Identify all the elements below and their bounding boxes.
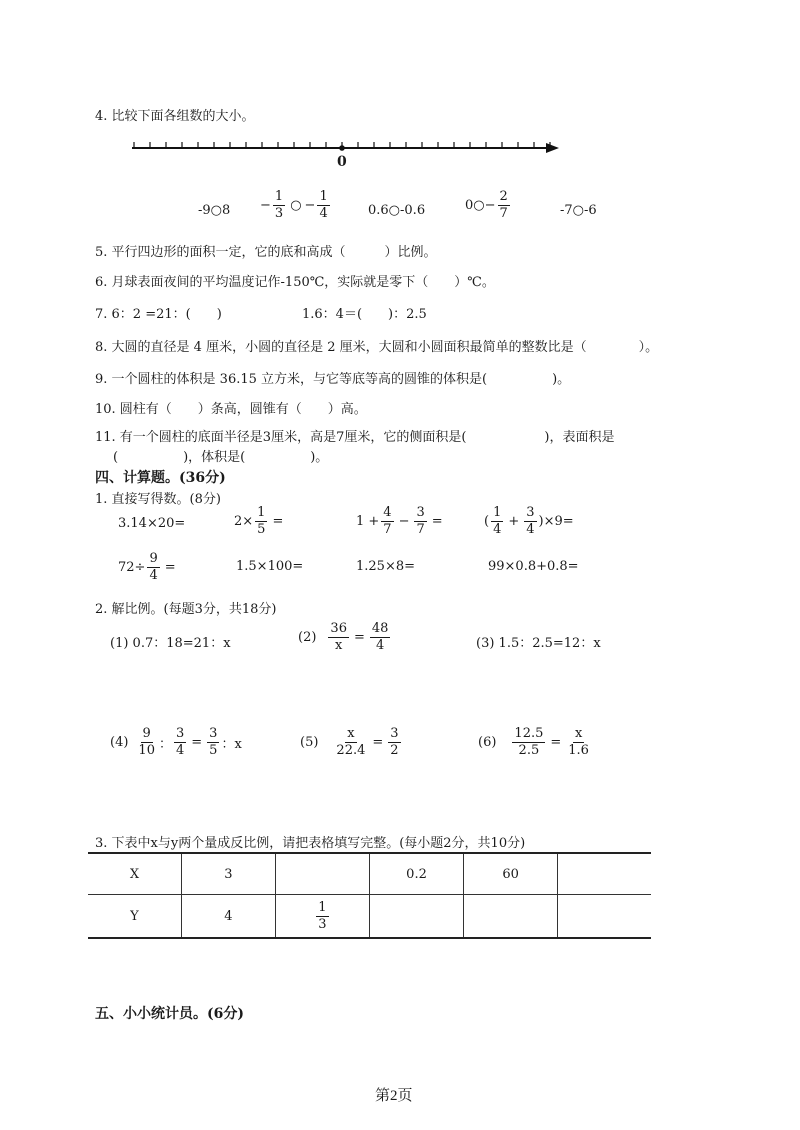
- denominator: 7: [383, 521, 392, 537]
- fraction: [388, 727, 400, 757]
- calc-1: 3.14×20=: [118, 516, 186, 531]
- question-9: 9. 一个圆柱的体积是 36.15 立方米，与它等底等高的圆锥的体积是( )。: [95, 372, 571, 387]
- table-cell: 3: [181, 853, 275, 895]
- numerator: x: [574, 726, 583, 741]
- fraction: [136, 727, 157, 757]
- calc-5-prefix: 72÷: [118, 559, 146, 575]
- comparison-3: 0.6○-0.6: [368, 203, 426, 218]
- denominator: 4: [149, 567, 158, 583]
- number-line-arrow: [546, 143, 559, 153]
- denominator: 5: [257, 521, 266, 537]
- proportion-label: (6): [478, 734, 497, 750]
- numerator: 1: [493, 505, 502, 520]
- table-cell: 4: [181, 895, 275, 939]
- left-paren: (: [484, 513, 490, 529]
- equals-sign: =: [353, 629, 365, 645]
- numerator: 3: [175, 726, 185, 741]
- table-cell: 60: [464, 853, 558, 895]
- calc-5: [118, 552, 179, 582]
- fraction: [498, 190, 510, 220]
- fraction: [207, 727, 219, 757]
- fraction: [174, 727, 186, 757]
- question-5: 5. 平行四边形的面积一定，它的底和高成（ ）比例。: [95, 245, 437, 260]
- comparison-1: -9○8: [198, 203, 231, 218]
- proportion-label: (2): [298, 629, 317, 645]
- table-cell-y-label: Y: [88, 895, 181, 939]
- numerator: 1: [274, 189, 284, 204]
- table-cell: [558, 895, 651, 939]
- proportion-label: (4): [110, 734, 129, 750]
- fraction: [414, 506, 426, 536]
- equals-sign: =: [164, 559, 176, 575]
- minus-sign: −: [304, 197, 316, 213]
- numerator: 9: [142, 726, 151, 741]
- calc-2: [234, 506, 286, 536]
- numerator: 3: [526, 505, 535, 520]
- proportion-label: (5): [300, 734, 319, 750]
- number-line-zero-label: 0: [337, 154, 347, 170]
- denominator: 4: [376, 637, 385, 653]
- part-2-title: 2. 解比例。(每题3分，共18分): [95, 602, 277, 617]
- table-cell: 0.2: [369, 853, 463, 895]
- part-1-title: 1. 直接写得数。(8分): [95, 492, 221, 507]
- minus-sign: −: [398, 513, 410, 529]
- denominator: 3: [318, 916, 327, 932]
- denominator: 7: [499, 205, 508, 221]
- denominator: 2.5: [518, 742, 540, 758]
- equals-sign: =: [431, 513, 443, 529]
- numerator: x: [347, 726, 355, 741]
- calc-2-prefix: 2×: [234, 513, 254, 529]
- numerator: 4: [383, 505, 392, 520]
- table-cell: [369, 895, 463, 939]
- comparison-4: [465, 190, 512, 220]
- calc-4-suffix: )×9=: [538, 513, 574, 529]
- fraction: [524, 506, 536, 536]
- question-4-prompt: 4. 比较下面各组数的大小。: [95, 109, 255, 124]
- fraction: [512, 727, 545, 757]
- calc-7: 1.25×8=: [356, 559, 416, 574]
- denominator: 2: [390, 742, 399, 758]
- table-cell: [464, 895, 558, 939]
- denominator: 4: [175, 742, 185, 758]
- table-row-y: [88, 895, 651, 939]
- comparison-4-prefix: 0○−: [465, 197, 496, 213]
- proportion-2: [298, 622, 392, 652]
- numerator: 1: [318, 899, 327, 915]
- fraction: [317, 190, 329, 220]
- denominator: 7: [416, 521, 425, 537]
- numerator: 12.5: [514, 726, 544, 741]
- denominator: 22.4: [336, 742, 366, 758]
- denominator: x: [335, 637, 343, 653]
- calc-8: 99×0.8+0.8=: [488, 559, 579, 574]
- calc-3: [356, 506, 446, 536]
- fraction: [328, 622, 349, 652]
- question-11-line1: 11. 有一个圆柱的底面半径是3厘米，高是7厘米，它的侧面积是( )，表面积是: [95, 430, 615, 445]
- question-11-line2: ( )，体积是( )。: [113, 450, 329, 465]
- table-cell: [558, 853, 651, 895]
- comparison-5: -7○-6: [560, 203, 597, 218]
- fraction: [381, 506, 393, 536]
- number-line-origin-dot: [339, 145, 345, 151]
- comparison-2: [260, 190, 332, 220]
- denominator: 5: [209, 742, 218, 758]
- numerator: 1: [319, 189, 328, 204]
- question-10: 10. 圆柱有（ ）条高，圆锥有（ ）高。: [95, 402, 367, 417]
- numerator: 3: [390, 726, 399, 741]
- table-row-x: [88, 853, 651, 895]
- equals-sign: =: [550, 734, 562, 750]
- equals-sign: =: [372, 734, 384, 750]
- table-cell-x-label: X: [88, 853, 181, 895]
- numerator: 3: [416, 505, 425, 520]
- question-7a: 7. 6：2 =21：( ): [95, 307, 222, 322]
- fraction: [566, 727, 591, 757]
- fraction: [491, 506, 503, 536]
- denominator: 4: [526, 521, 535, 537]
- proportion-3: (3) 1.5：2.5=12：x: [476, 636, 601, 651]
- denominator: 3: [274, 205, 284, 221]
- compare-circle: ○: [290, 197, 302, 213]
- numerator: 1: [257, 505, 266, 520]
- denominator: 1.6: [568, 742, 589, 758]
- fraction: [273, 190, 285, 220]
- fraction: [255, 506, 267, 536]
- table-cell: [275, 853, 369, 895]
- section-5-title: 五、小小统计员。(6分): [95, 1006, 244, 1022]
- numerator: 48: [371, 621, 389, 636]
- fraction: [334, 727, 367, 757]
- question-6: 6. 月球表面夜间的平均温度记作-150℃，实际就是零下（ ）℃。: [95, 275, 495, 290]
- proportion-4-suffix: ：x: [221, 736, 242, 752]
- colon: ：: [158, 736, 172, 752]
- calc-4: [484, 506, 574, 536]
- section-4-title: 四、计算题。(36分): [95, 470, 226, 486]
- fraction: [370, 622, 391, 652]
- plus-sign: +: [508, 513, 520, 529]
- proportion-6: [478, 727, 593, 757]
- calc-3-prefix: 1 +: [356, 513, 380, 529]
- equals-sign: =: [191, 734, 203, 750]
- calc-6: 1.5×100=: [236, 559, 304, 574]
- question-7b: 1.6：4＝( )：2.5: [302, 307, 427, 322]
- equals-sign: =: [272, 513, 284, 529]
- numerator: 9: [149, 551, 158, 566]
- denominator: 4: [319, 205, 328, 221]
- denominator: 4: [493, 521, 502, 537]
- fraction: [147, 552, 159, 582]
- denominator: 10: [138, 742, 155, 758]
- part-3-title: 3. 下表中x与y两个量成反比例，请把表格填写完整。(每小题2分，共10分): [95, 836, 526, 851]
- table-cell: [275, 895, 369, 939]
- page-number: 第2页: [375, 1088, 413, 1104]
- minus-sign: −: [260, 197, 271, 213]
- question-8: 8. 大圆的直径是 4 厘米，小圆的直径是 2 厘米，大圆和小圆面积最简单的整数比是（ ）。: [95, 340, 659, 355]
- numerator: 36: [330, 621, 347, 636]
- proportion-5: [300, 727, 403, 757]
- inverse-proportion-table: [88, 852, 651, 939]
- numerator: 2: [499, 189, 508, 204]
- numerator: 3: [209, 726, 218, 741]
- fraction: [316, 901, 328, 931]
- proportion-1: (1) 0.7：18=21：x: [110, 636, 231, 651]
- proportion-4: [110, 727, 242, 757]
